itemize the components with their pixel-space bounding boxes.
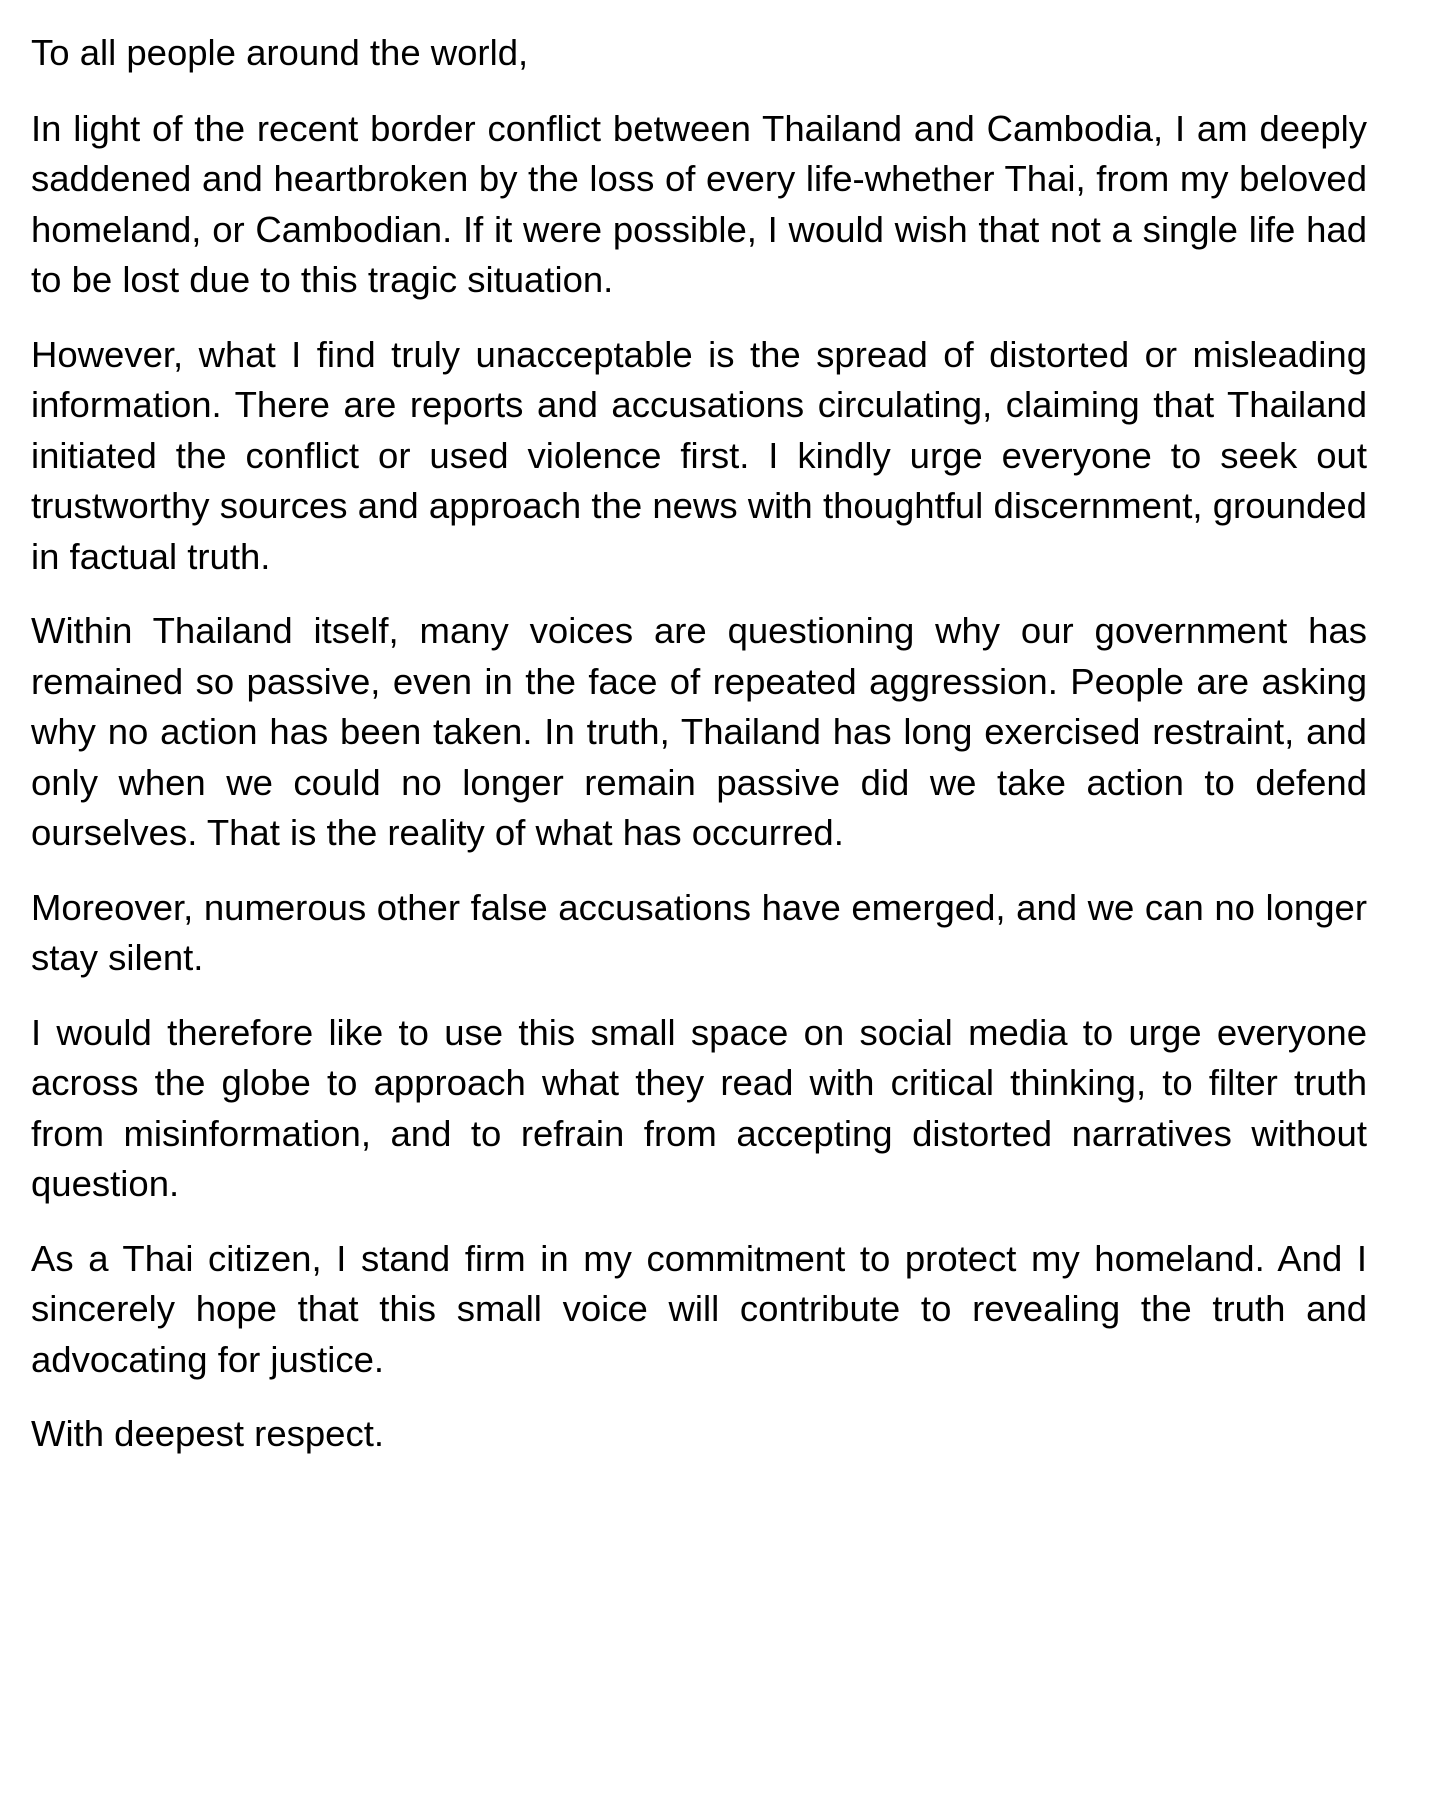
paragraph-false-accusations: Moreover, numerous other false accusations have emerged, and we can no longer stay silent. bbox=[31, 886, 1367, 978]
closing: With deepest respect. bbox=[31, 1413, 385, 1454]
salutation: To all people around the world, bbox=[31, 32, 529, 73]
paragraph-appeal: I would therefore like to use this small space on social media to urge everyone across the globe to approach what they read with critical thinking, to filter truth from misinformation, and to refrain from accepting distorted narratives without question. bbox=[31, 1011, 1367, 1204]
paragraph-commitment: As a Thai citizen, I stand firm in my commitment to protect my homeland. And I sincerely hope that this small voice will contribute to revealing the truth and advocating for justice. bbox=[31, 1237, 1367, 1380]
letter-body bbox=[31, 28, 1367, 1484]
paragraph-condolence: In light of the recent border conflict between Thailand and Cambodia, I am deeply saddened and heartbroken by the loss of every life-whether Thai, from my beloved homeland, or Cambodian. If it were possible, I would wish that not a single life had to be lost due to this tragic situation. bbox=[31, 107, 1367, 300]
paragraph-misinformation: However, what I find truly unacceptable is the spread of distorted or misleading information. There are reports and accusations circulating, claiming that Thailand initiated the conflict or used violence first. I kindly urge everyone to seek out trustworthy sources and approach the news with thoughtful discernment, grounded in factual truth. bbox=[31, 333, 1367, 577]
paragraph-restraint: Within Thailand itself, many voices are questioning why our government has remained so passive, even in the face of repeated aggression. People are asking why no action has been taken. In truth, Thailand has long exercised restraint, and only when we could no longer remain passive did we take action to defend ourselves. That is the reality of what has occurred. bbox=[31, 610, 1367, 853]
